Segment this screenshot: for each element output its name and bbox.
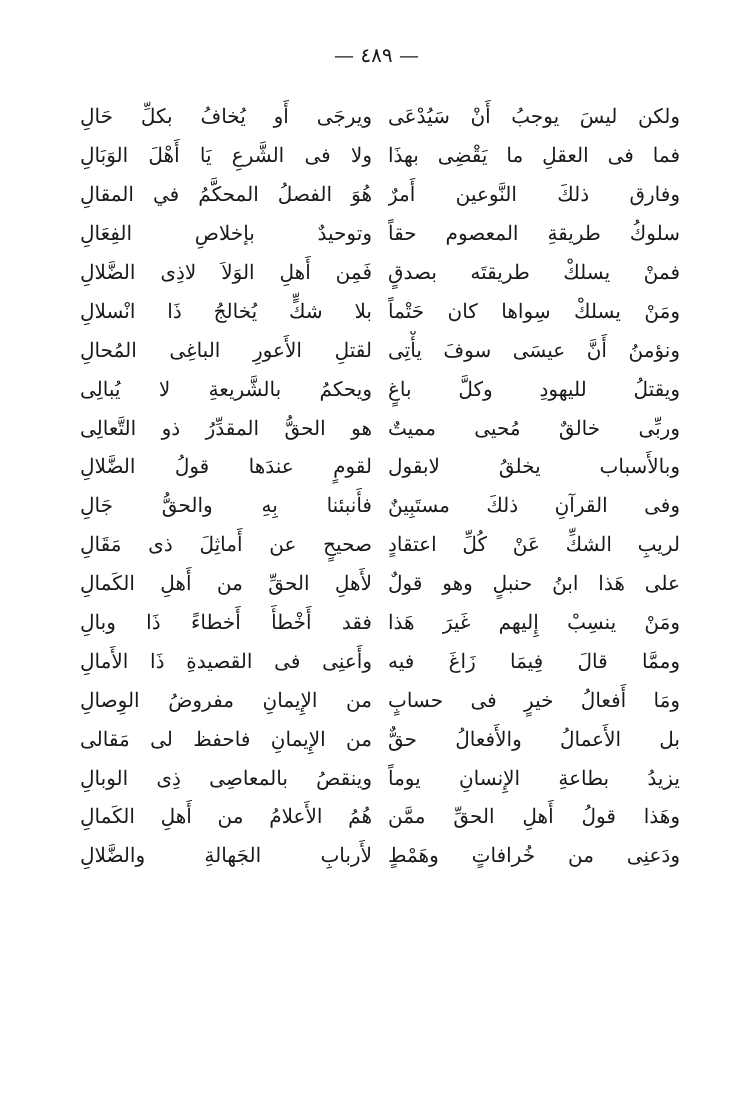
second-hemistich: ويرجَى أَو يُخافُ بكلِّ حَالِ <box>80 104 372 129</box>
second-hemistich: صحيحٍ عن أَماثِلَ ذى مَقَالِ <box>80 532 372 557</box>
first-hemistich: وممَّا قالَ فِيمَا زَاغَ فيه <box>388 648 680 673</box>
verse-line <box>80 836 680 875</box>
second-hemistich: فأَنبئنا بِهِ والحقُّ جَالِ <box>80 493 372 518</box>
first-hemistich: يزيدُ بطاعةِ الإِنسانِ يوماً <box>388 765 680 790</box>
second-hemistich: ولا فى الشَّرعِ يَا أَهْلَ الوَبَالِ <box>80 143 372 168</box>
first-hemistich: وربِّى خالقٌ مُحيى مميتٌ <box>388 415 680 440</box>
verse-line <box>80 214 680 253</box>
verse-line <box>80 603 680 642</box>
first-hemistich: لريبِ الشكِّ عَنْ كُلِّ اعتقادٍ <box>388 532 680 557</box>
first-hemistich: ومَنْ يسلكْ سِواها كان حَتْماً <box>388 298 680 323</box>
verse-line <box>80 97 680 136</box>
first-hemistich: على هَذا ابنُ حنبلٍ وهو قولٌ <box>388 571 680 596</box>
second-hemistich: وينقصُ بالمعاصِى ذِى الوبالِ <box>80 765 372 790</box>
first-hemistich: ونؤمنُ أَنَّ عيسَى سوفَ يأْتِى <box>388 337 680 362</box>
verse-line <box>80 175 680 214</box>
first-hemistich: وبالأَسباب يخلقُ لابقول <box>388 454 680 479</box>
second-hemistich: بلا شكٍّ يُخالجُ ذَا انْسلالِ <box>80 298 372 323</box>
verse-line <box>80 408 680 447</box>
second-hemistich: لأَهلِ الحقِّ من أَهلِ الكَمالِ <box>80 571 372 596</box>
page-number: — ٤٨٩ — <box>334 43 419 67</box>
first-hemistich: فما فى العقلِ ما يَقْضِى بهذَا <box>388 143 680 168</box>
first-hemistich: ومَا أَفعالُ خيرٍ فى حسابٍ <box>388 687 680 712</box>
second-hemistich: من الإِيمانِ مفروضُ الوِصالِ <box>80 687 372 712</box>
verse-line <box>80 486 680 525</box>
first-hemistich: ومَنْ ينسِبْ إِليهم غَيرَ هَذا <box>388 610 680 635</box>
verse-line <box>80 641 680 680</box>
verse-line <box>80 564 680 603</box>
second-hemistich: فَمِن أَهلِ الوَلاَ لاذِى الضَّلالِ <box>80 260 372 284</box>
second-hemistich: وأَعنِى فى القصيدةِ ذَا الأَمالِ <box>80 648 372 673</box>
first-hemistich: فمنْ يسلكْ طريقتَه بصدقٍ <box>388 260 680 284</box>
verse-line <box>80 758 680 797</box>
poem <box>80 97 680 875</box>
verse-line <box>80 136 680 175</box>
second-hemistich: من الإِيمانِ فاحفظ لى مَقالى <box>80 726 372 751</box>
verse-line <box>80 253 680 292</box>
second-hemistich: هُوَ الفصلُ المحكَّمُ في المقالِ <box>80 182 372 207</box>
verse-line <box>80 680 680 719</box>
second-hemistich: ويحكمُ بالشَّريعةِ لا يُبالِى <box>80 376 372 401</box>
second-hemistich: لقومٍ عندَها قولُ الضَّلالِ <box>80 454 372 479</box>
verse-line <box>80 291 680 330</box>
verse-line <box>80 369 680 408</box>
second-hemistich: لقتلِ الأَعورِ الباغِى المُحالِ <box>80 337 372 362</box>
first-hemistich: وفى القرآنِ ذلكَ مستَبِينٌ <box>388 493 680 518</box>
second-hemistich: فقد أَخْطأَ أَخطاءً ذَا وبالِ <box>80 610 372 635</box>
verse-line <box>80 719 680 758</box>
first-hemistich: وهَذا قولُ أَهلِ الحقِّ ممَّن <box>388 804 680 829</box>
verse-line <box>80 447 680 486</box>
first-hemistich: وفارق ذلكَ النَّوعين أَمرٌ <box>388 182 680 207</box>
verse-line <box>80 525 680 564</box>
first-hemistich: بل الأَعمالُ والأَفعالُ حقٌّ <box>388 726 680 751</box>
second-hemistich: وتوحيدٌ بإخلاصِ الفِعَالِ <box>80 221 372 246</box>
first-hemistich: ويقتلُ لليهودِ وكلَّ باغٍ <box>388 376 680 401</box>
first-hemistich: سلوكُ طريقةِ المعصوم حقاً <box>388 221 680 246</box>
first-hemistich: ودَعنِى من خُرافاتٍ وهَمْطٍ <box>388 843 680 868</box>
verse-line <box>80 330 680 369</box>
second-hemistich: هُمُ الأَعلامُ من أَهلِ الكَمالِ <box>80 804 372 829</box>
second-hemistich: هو الحقُّ المقدِّرُ ذو التَّعالِى <box>80 415 372 440</box>
verse-line <box>80 797 680 836</box>
first-hemistich: ولكن ليسَ يوجبُ أَنْ سَيُدْعَى <box>388 104 680 129</box>
second-hemistich: لأَربابِ الجَهالةِ والضَّلالِ <box>80 843 372 868</box>
